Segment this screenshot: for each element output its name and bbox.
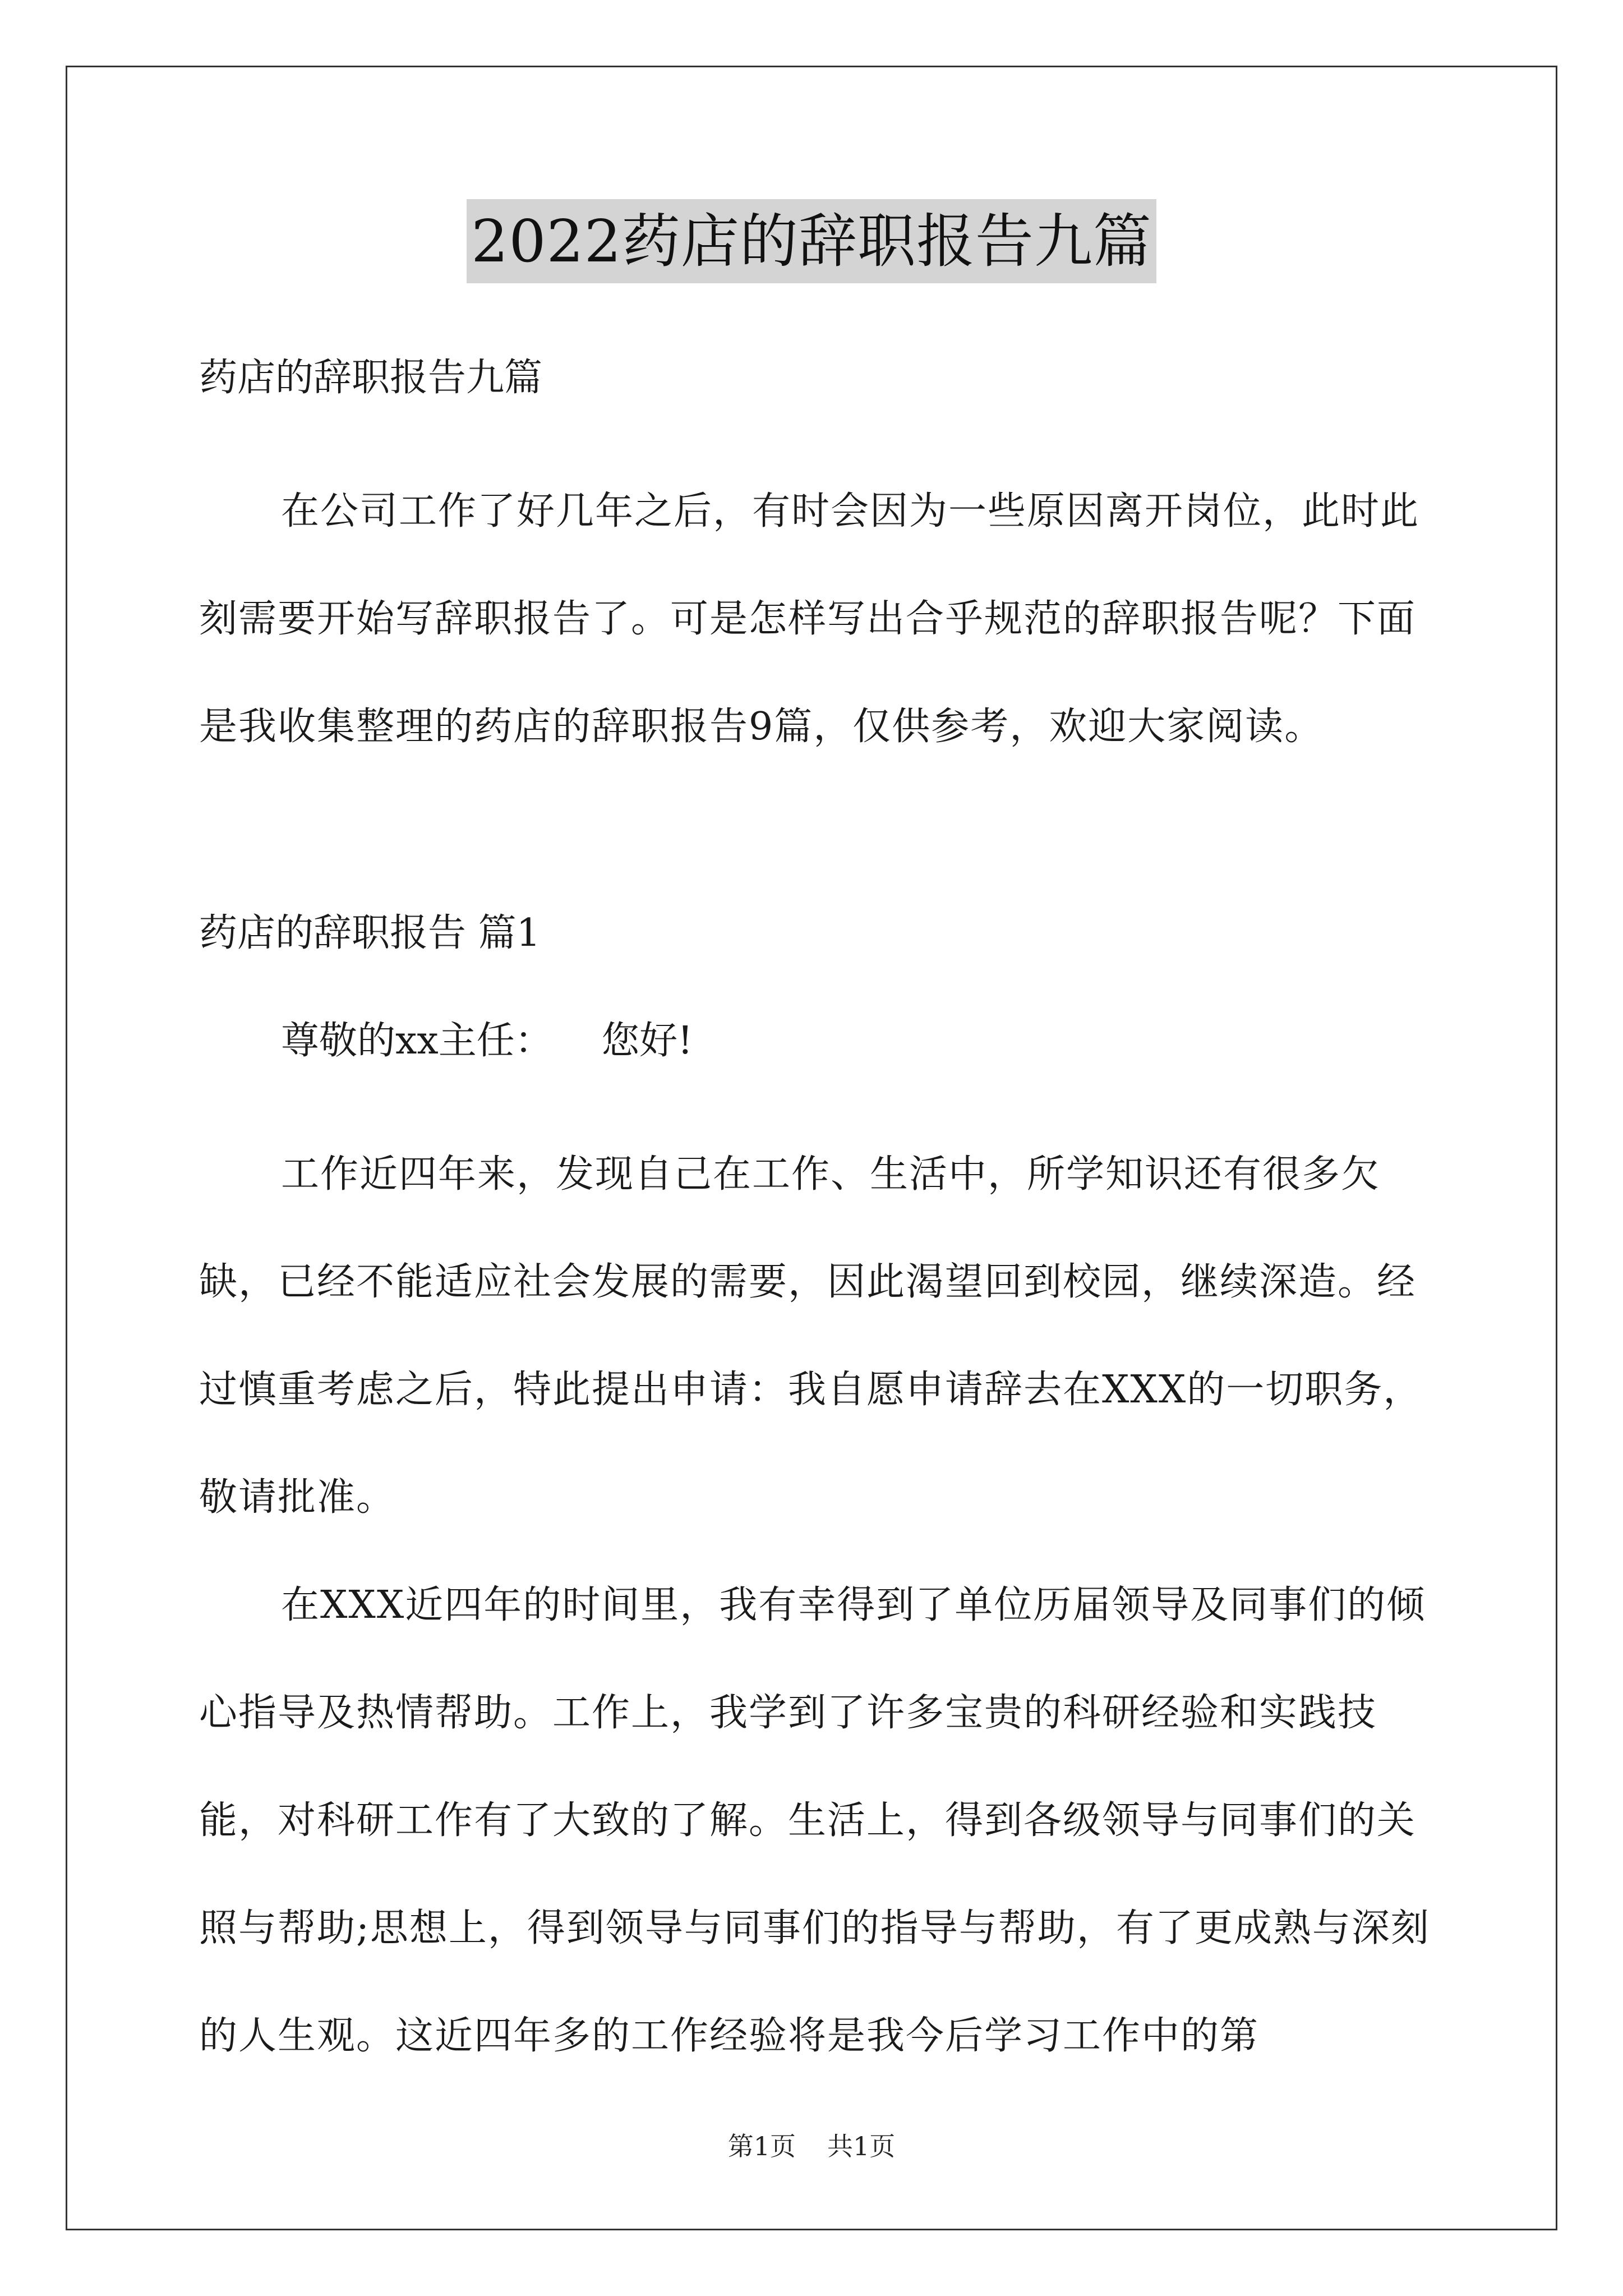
- page-number: 第1页: [727, 2131, 796, 2161]
- title-container: [0, 199, 1623, 283]
- section-heading: 药店的辞职报告 篇1: [199, 911, 541, 955]
- page-total: 共1页: [827, 2131, 896, 2161]
- intro-paragraph: 在公司工作了好几年之后，有时会因为一些原因离开岗位，此时此刻需要开始写辞职报告了。可是怎样写出合乎规范的辞职报告呢？下面是我收集整理的药店的辞职报告9篇，仅供参考，欢迎大家阅读。: [199, 489, 1420, 749]
- document-title: 2022药店的辞职报告九篇: [467, 199, 1156, 283]
- letter-greeting: 尊敬的xx主任： 您好!: [281, 1019, 693, 1063]
- body-paragraph: 工作近四年来，发现自己在工作、生活中，所学知识还有很多欠缺，已经不能适应社会发展的需要，因此渴望回到校园，继续深造。经过慎重考虑之后，特此提出申请：我自愿申请辞去在XXX的一切职务，敬请批准。: [199, 1152, 1423, 1520]
- body-paragraph: 在XXX近四年的时间里，我有幸得到了单位历届领导及同事们的倾心指导及热情帮助。工作上，我学到了许多宝贵的科研经验和实践技能，对科研工作有了大致的了解。生活上，得到各级领导与同事们的关照与帮助;思想上，得到领导与同事们的指导与帮助，有了更成熟与深刻的人生观。这近四年多的工作经验将是我今后学习工作中的第: [199, 1583, 1430, 2058]
- document-body: [199, 337, 1444, 2090]
- page-footer: [0, 2129, 1623, 2163]
- document-subtitle: 药店的辞职报告九篇: [199, 356, 543, 400]
